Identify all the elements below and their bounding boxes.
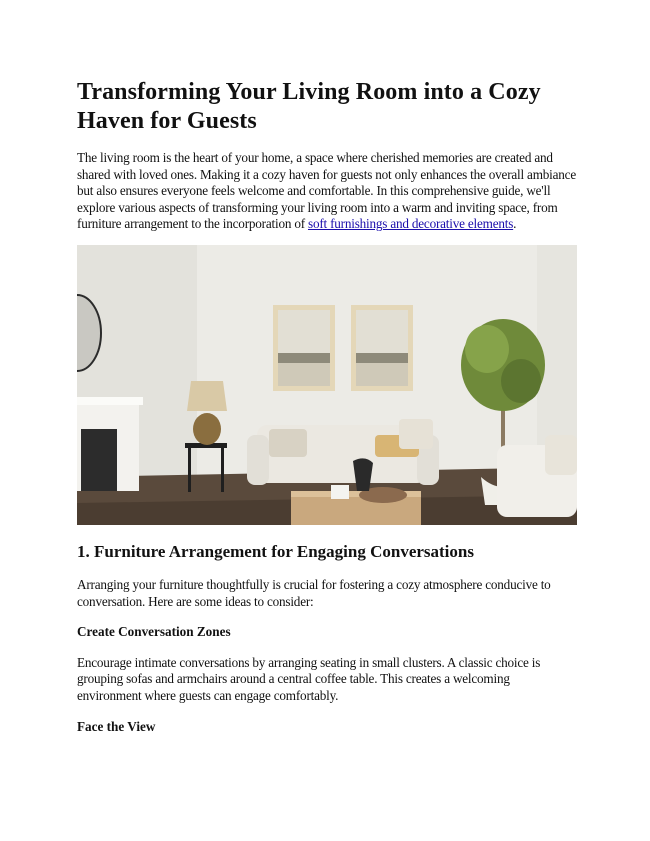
section-intro: Arranging your furniture thoughtfully is crucial for fostering a cozy atmosphere conducive to conversation. Here are some ideas to consider:	[77, 576, 551, 609]
intro-text: The living room is the heart of your home, a space where cherished memories are created and shared with loved ones. Making it a cozy haven for guests not only enhances the overall ambiance but also ensures everyone feels welcome and comfortable. In this comprehensive guide, we'll explore various aspects of transforming your living room into a warm and inviting space, from furniture arrangement to the incorporation of	[77, 150, 576, 232]
subheading-face-the-view: Face the View	[77, 718, 156, 734]
intro-paragraph	[77, 150, 577, 233]
section-heading-furniture: 1. Furniture Arrangement for Engaging Conversations	[77, 541, 474, 561]
intro-end: .	[513, 216, 517, 232]
page-title: Transforming Your Living Room into a Cozy Haven for Guests	[77, 79, 541, 134]
document-page	[77, 78, 577, 735]
living-room-photo	[77, 245, 577, 525]
subheading-conversation-zones: Create Conversation Zones	[77, 624, 231, 640]
soft-furnishings-link[interactable]: soft furnishings and decorative elements	[308, 216, 514, 232]
conversation-zones-text: Encourage intimate conversations by arranging seating in small clusters. A classic choice is grouping sofas and armchairs around a central coffee table. This creates a welcoming environment where guests can engage comfortably.	[77, 654, 541, 703]
